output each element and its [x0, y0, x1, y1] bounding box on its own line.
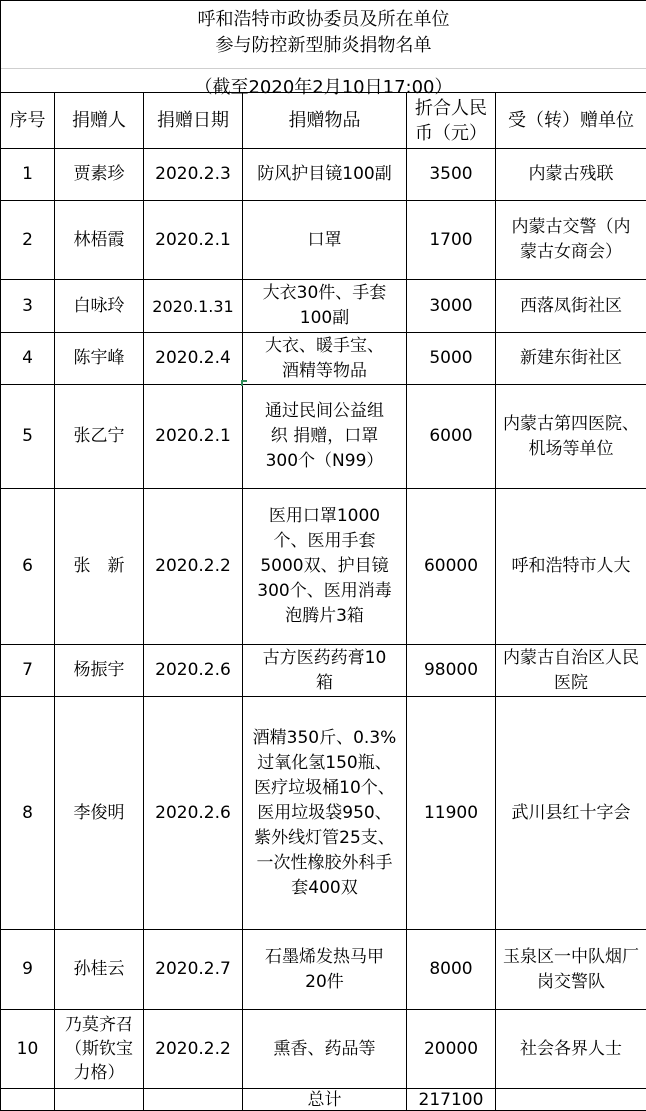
row-no: 8 [1, 697, 55, 930]
row-recipient: 社会各界人士 [496, 1010, 646, 1089]
col-header-amount: 折合人民币（元） [407, 93, 496, 149]
row-donor: 孙桂云 [55, 930, 144, 1010]
row-date: 2020.2.6 [144, 697, 243, 930]
row-donor: 张 新 [55, 489, 144, 645]
row-donor: 白咏玲 [55, 280, 144, 333]
cutoff-date: （截至2020年2月10日17:00） [1, 69, 646, 102]
row-items: 口罩 [243, 201, 407, 280]
row-no: 2 [1, 201, 55, 280]
row-no: 4 [1, 333, 55, 385]
total-blank-recipient [496, 1089, 646, 1111]
row-amount: 8000 [407, 930, 496, 1010]
row-no: 10 [1, 1010, 55, 1089]
title-line1: 呼和浩特市政协委员及所在单位 [197, 9, 450, 30]
cell-comment-marker [241, 380, 247, 386]
row-amount: 20000 [407, 1010, 496, 1089]
row-donor: 贾素珍 [55, 149, 144, 201]
row-no: 7 [1, 645, 55, 697]
table-row [1, 489, 646, 645]
row-recipient: 内蒙古残联 [496, 149, 646, 201]
row-recipient: 呼和浩特市人大 [496, 489, 646, 645]
row-recipient: 内蒙古交警（内蒙古女商会） [496, 201, 646, 280]
header-row [1, 93, 646, 149]
row-amount: 3000 [407, 280, 496, 333]
total-blank-date [144, 1089, 243, 1111]
row-date: 2020.2.4 [144, 333, 243, 385]
row-no: 3 [1, 280, 55, 333]
title-line2: 参与防控新型肺炎捐物名单 [215, 35, 432, 56]
row-amount: 11900 [407, 697, 496, 930]
total-row [1, 1089, 646, 1111]
row-recipient: 西落凤街社区 [496, 280, 646, 333]
row-date: 2020.2.3 [144, 149, 243, 201]
row-amount: 3500 [407, 149, 496, 201]
row-date: 2020.2.1 [144, 201, 243, 280]
row-recipient: 内蒙古自治区人民医院 [496, 645, 646, 697]
row-amount: 60000 [407, 489, 496, 645]
total-blank-donor [55, 1089, 144, 1111]
row-no: 5 [1, 385, 55, 489]
title-block [0, 0, 646, 101]
row-items: 通过民间公益组织 捐赠，口罩300个（N99） [243, 385, 407, 489]
row-recipient: 武川县红十字会 [496, 697, 646, 930]
row-amount: 98000 [407, 645, 496, 697]
row-date: 2020.2.7 [144, 930, 243, 1010]
row-items: 酒精350斤、0.3%过氧化氢150瓶、医疗垃圾桶10个、医用垃圾袋950、紫外线灯管25支、一次性橡胶外科手套400双 [243, 697, 407, 930]
row-date: 2020.2.2 [144, 1010, 243, 1089]
row-items: 熏香、药品等 [243, 1010, 407, 1089]
col-header-recipient: 受（转）赠单位 [496, 93, 646, 149]
table-row [1, 201, 646, 280]
row-date: 2020.2.2 [144, 489, 243, 645]
row-amount: 1700 [407, 201, 496, 280]
col-header-no: 序号 [1, 93, 55, 149]
table-row [1, 930, 646, 1010]
row-items: 石墨烯发热马甲20件 [243, 930, 407, 1010]
row-no: 6 [1, 489, 55, 645]
row-recipient: 新建东街社区 [496, 333, 646, 385]
row-date: 2020.2.6 [144, 645, 243, 697]
row-amount: 6000 [407, 385, 496, 489]
table-row [1, 697, 646, 930]
row-no: 9 [1, 930, 55, 1010]
col-header-date: 捐赠日期 [144, 93, 243, 149]
total-blank-no [1, 1089, 55, 1111]
table-row [1, 280, 646, 333]
donation-table [0, 92, 646, 1111]
row-donor: 杨振宇 [55, 645, 144, 697]
total-amount: 217100 [407, 1089, 496, 1111]
row-date: 2020.2.1 [144, 385, 243, 489]
table-row [1, 645, 646, 697]
table-row [1, 333, 646, 385]
row-donor: 李俊明 [55, 697, 144, 930]
col-header-items: 捐赠物品 [243, 93, 407, 149]
row-donor: 陈宇峰 [55, 333, 144, 385]
table-row [1, 149, 646, 201]
row-items: 大衣、暖手宝、酒精等物品 [243, 333, 407, 385]
row-donor: 林梧霞 [55, 201, 144, 280]
row-items: 古方医药药膏10箱 [243, 645, 407, 697]
row-items: 防风护目镜100副 [243, 149, 407, 201]
row-no: 1 [1, 149, 55, 201]
row-items: 医用口罩1000个、医用手套5000双、护目镜300个、医用消毒泡腾片3箱 [243, 489, 407, 645]
total-label: 总计 [243, 1089, 407, 1111]
row-donor: 乃莫齐召（斯钦宝力格） [55, 1010, 144, 1089]
sheet-title [1, 1, 646, 69]
row-date: 2020.1.31 [144, 280, 243, 333]
row-items: 大衣30件、手套100副 [243, 280, 407, 333]
row-donor: 张乙宁 [55, 385, 144, 489]
row-recipient: 内蒙古第四医院、机场等单位 [496, 385, 646, 489]
col-header-donor: 捐赠人 [55, 93, 144, 149]
row-recipient: 玉泉区一中队烟厂岗交警队 [496, 930, 646, 1010]
table-row [1, 1010, 646, 1089]
row-amount: 5000 [407, 333, 496, 385]
table-row [1, 385, 646, 489]
